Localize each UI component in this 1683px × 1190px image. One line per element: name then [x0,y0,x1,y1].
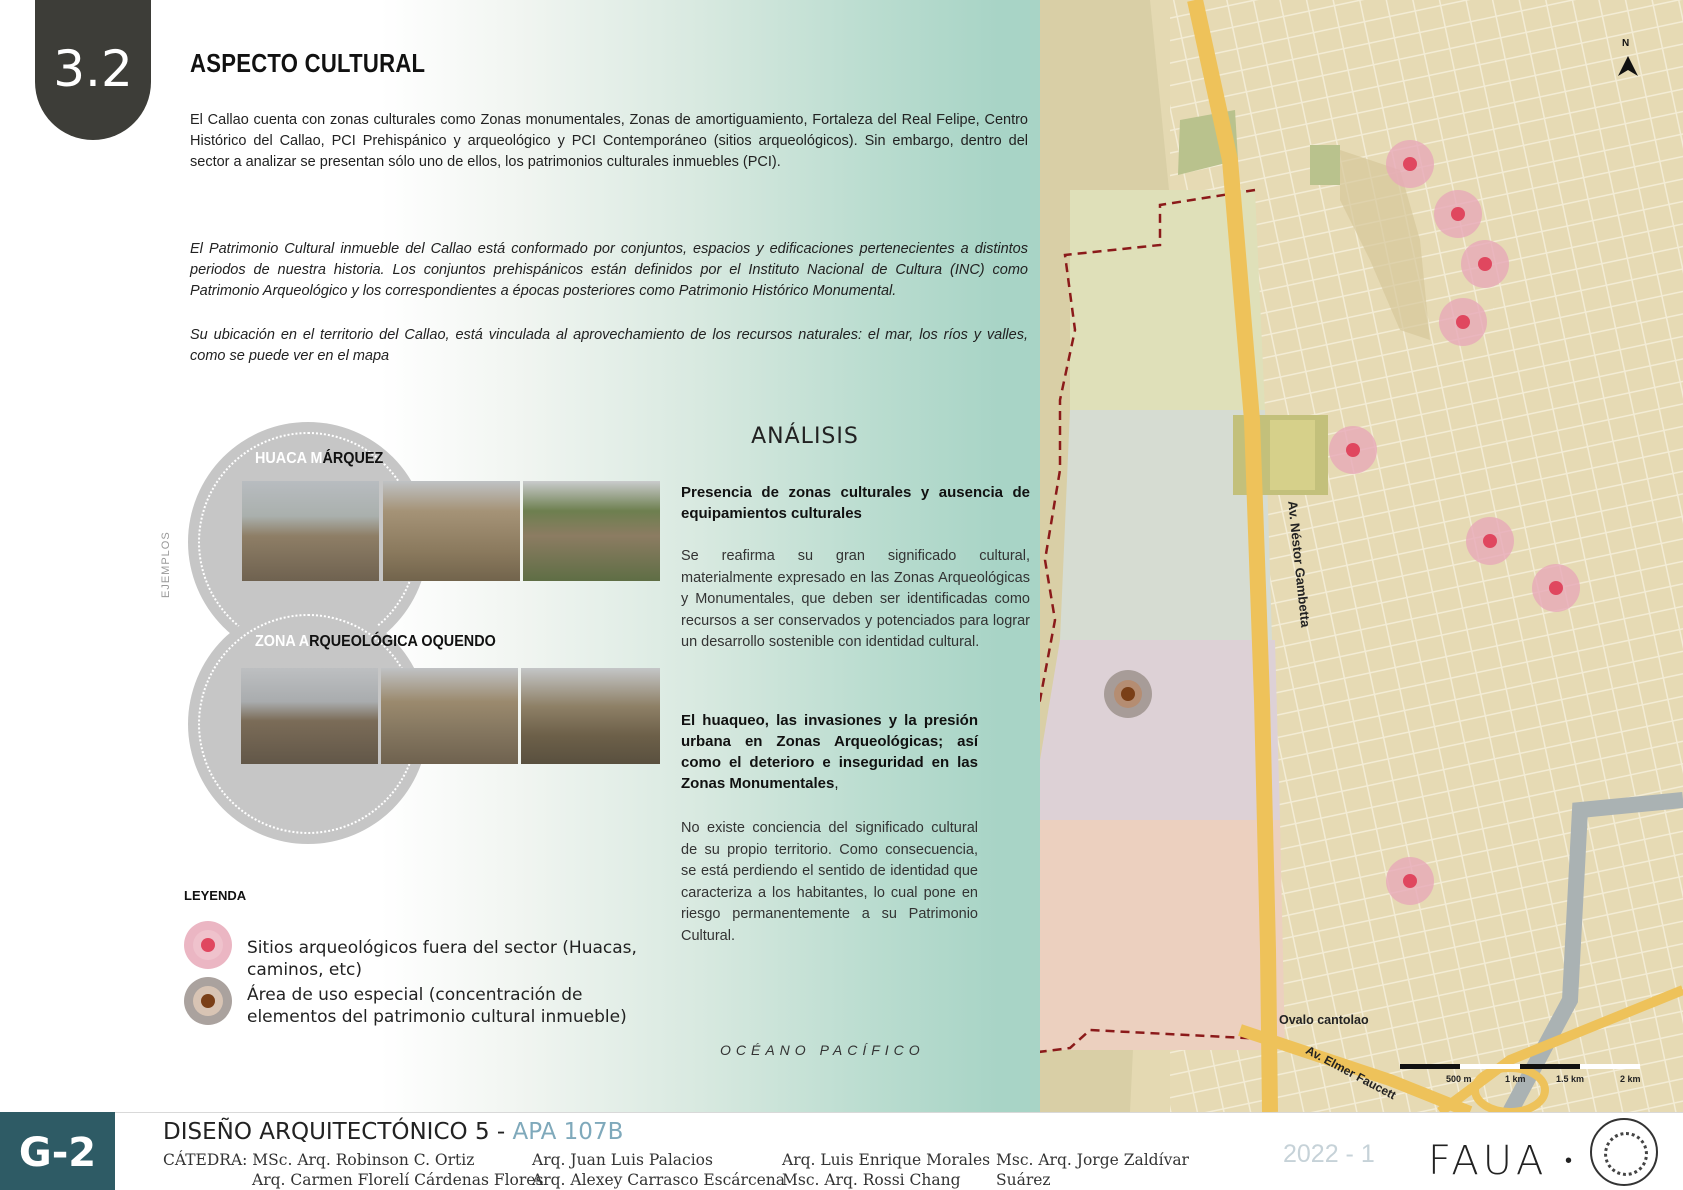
huaca-title-faded: HUACA M [255,450,323,467]
scale-label-500m: 500 m [1446,1074,1472,1084]
footer-name-palacios: Arq. Juan Luis Palacios [532,1151,713,1169]
footer-course-name: DISEÑO ARQUITECTÓNICO 5 - [163,1119,513,1145]
huaca-photo-3 [523,481,660,581]
zona-photo-1 [241,668,378,764]
footer-name-chang: Msc. Arq. Rossi Chang [782,1171,961,1189]
legend-archaeological-site-icon [183,920,233,970]
legend-item-special-use-area: Área de uso especial (concentración de elementos del patrimonio cultural inmueble) [247,985,627,1027]
footer-name-carrasco: Arq. Alexey Carrasco Escárcena [532,1171,786,1189]
zona-title-faded: ZONA A [255,633,310,650]
section-number: 3.2 [53,40,133,98]
zona-title-rest: RQUEOLÓGICA OQUENDO [309,633,496,650]
analysis-point2-text: No existe conciencia del significado cultural de su propio territorio. Como consecuencia, se está perdiendo el sentido de identidad que caracteriza a los habitantes, lo cual pone en riesgo permanentemente a su Patrimonio Cultural. [681,820,978,944]
footer-name-morales: Arq. Luis Enrique Morales [782,1151,991,1169]
university-seal-gear-icon [1604,1132,1648,1176]
footer-course-title [163,1119,623,1145]
pci-paragraph: El Patrimonio Cultural inmueble del Callao está conformado por conjuntos, espacios y edificaciones pertenecientes a distintos periodos de nuestra historia. Los conjuntos prehispánicos están definidos por el Instituto Nacional de Cultura (INC) como Patrimonio Arqueológico y los correspondientes a épocas posteriores como Patrimonio Histórico Monumental. [190,241,1028,299]
location-paragraph: Su ubicación en el territorio del Callao, está vinculada al aprovechamiento de los recursos naturales: el mar, los ríos y valles, como se puede ver en el mapa [190,327,1028,364]
faua-logo-dot: • [1565,1150,1573,1172]
footer-sheet-code: G-2 [18,1130,97,1176]
footer-name-zaldivar-surname: Suárez [996,1171,1051,1189]
cultural-map[interactable] [1040,0,1683,1112]
scale-label-1km: 1 km [1505,1074,1526,1084]
analysis-point2-title [681,710,978,794]
footer-course-code: APA 107B [512,1119,624,1145]
footer-divider [0,1112,1683,1113]
footer-name-cardenas: Arq. Carmen Florelí Cárdenas Flores [252,1171,544,1189]
analysis-point2-title-tail: , [834,775,839,792]
huaca-marquez-title [255,450,383,468]
zona-oquendo-title [255,633,496,651]
place-label-ovalo-cantolao: Ovalo cantolao [1279,1013,1369,1027]
street-label-elmer-faucett: Av. Elmer Faucett [1303,1043,1399,1103]
zona-photo-2 [381,668,518,764]
legend-special-use-area-icon [183,976,233,1026]
intro-paragraph: El Callao cuenta con zonas culturales como Zonas monumentales, Zonas de amortiguamiento, Fortaleza del Real Felipe, Centro Histórico del Callao, PCI Prehispánico y arqueológico y PCI Contemporáneo (sitios arqueológicos). Sin embargo, dentro del sector a analizar se presentan sólo uno de ellos, los patrimonios culturales inmuebles (PCI). [190,112,1028,170]
footer-name-zaldivar: Msc. Arq. Jorge Zaldívar [996,1151,1189,1169]
zona-photo-3 [521,668,660,764]
street-label-nestor-gambetta: Av. Néstor Gambetta [1285,500,1314,629]
analysis-point1-title: Presencia de zonas culturales y ausencia de equipamientos culturales [681,484,1030,522]
huaca-title-rest: ÁRQUEZ [322,450,384,467]
ocean-label: OCÉANO PACÍFICO [720,1042,925,1058]
footer-catedra: CÁTEDRA: MSc. Arq. Robinson C. Ortiz [163,1151,475,1169]
analysis-point1-text: Se reafirma su gran significado cultural, materialmente expresado en las Zonas Arqueológicas y Monumentales, que deben ser identificadas como recursos a ser conservados y potenciados para lograr un desarrollo sostenible con identidad cultural. [681,548,1030,650]
huaca-photo-2 [383,481,520,581]
north-arrow-label: N [1622,38,1630,49]
legend-item-archaeological-sites: Sitios arqueológicos fuera del sector (Huacas, caminos, etc) [247,938,637,980]
examples-vertical-label: EJEMPLOS [160,531,172,598]
footer-year: 2022 - 1 [1283,1140,1375,1168]
faua-logo: FAUA [1428,1138,1548,1184]
analysis-point2-title-main: El huaqueo, las invasiones y la presión urbana en Zonas Arqueológicas; así como el deterioro e inseguridad en las Zonas Monumentales [681,712,978,792]
map-drawing [1040,0,1683,1112]
scale-label-2km: 2 km [1620,1074,1641,1084]
scale-label-1-5km: 1.5 km [1556,1074,1585,1084]
section-title: ASPECTO CULTURAL [190,48,426,78]
legend-heading: LEYENDA [184,888,247,903]
analysis-heading: ANÁLISIS [751,424,859,449]
huaca-photo-1 [242,481,379,581]
